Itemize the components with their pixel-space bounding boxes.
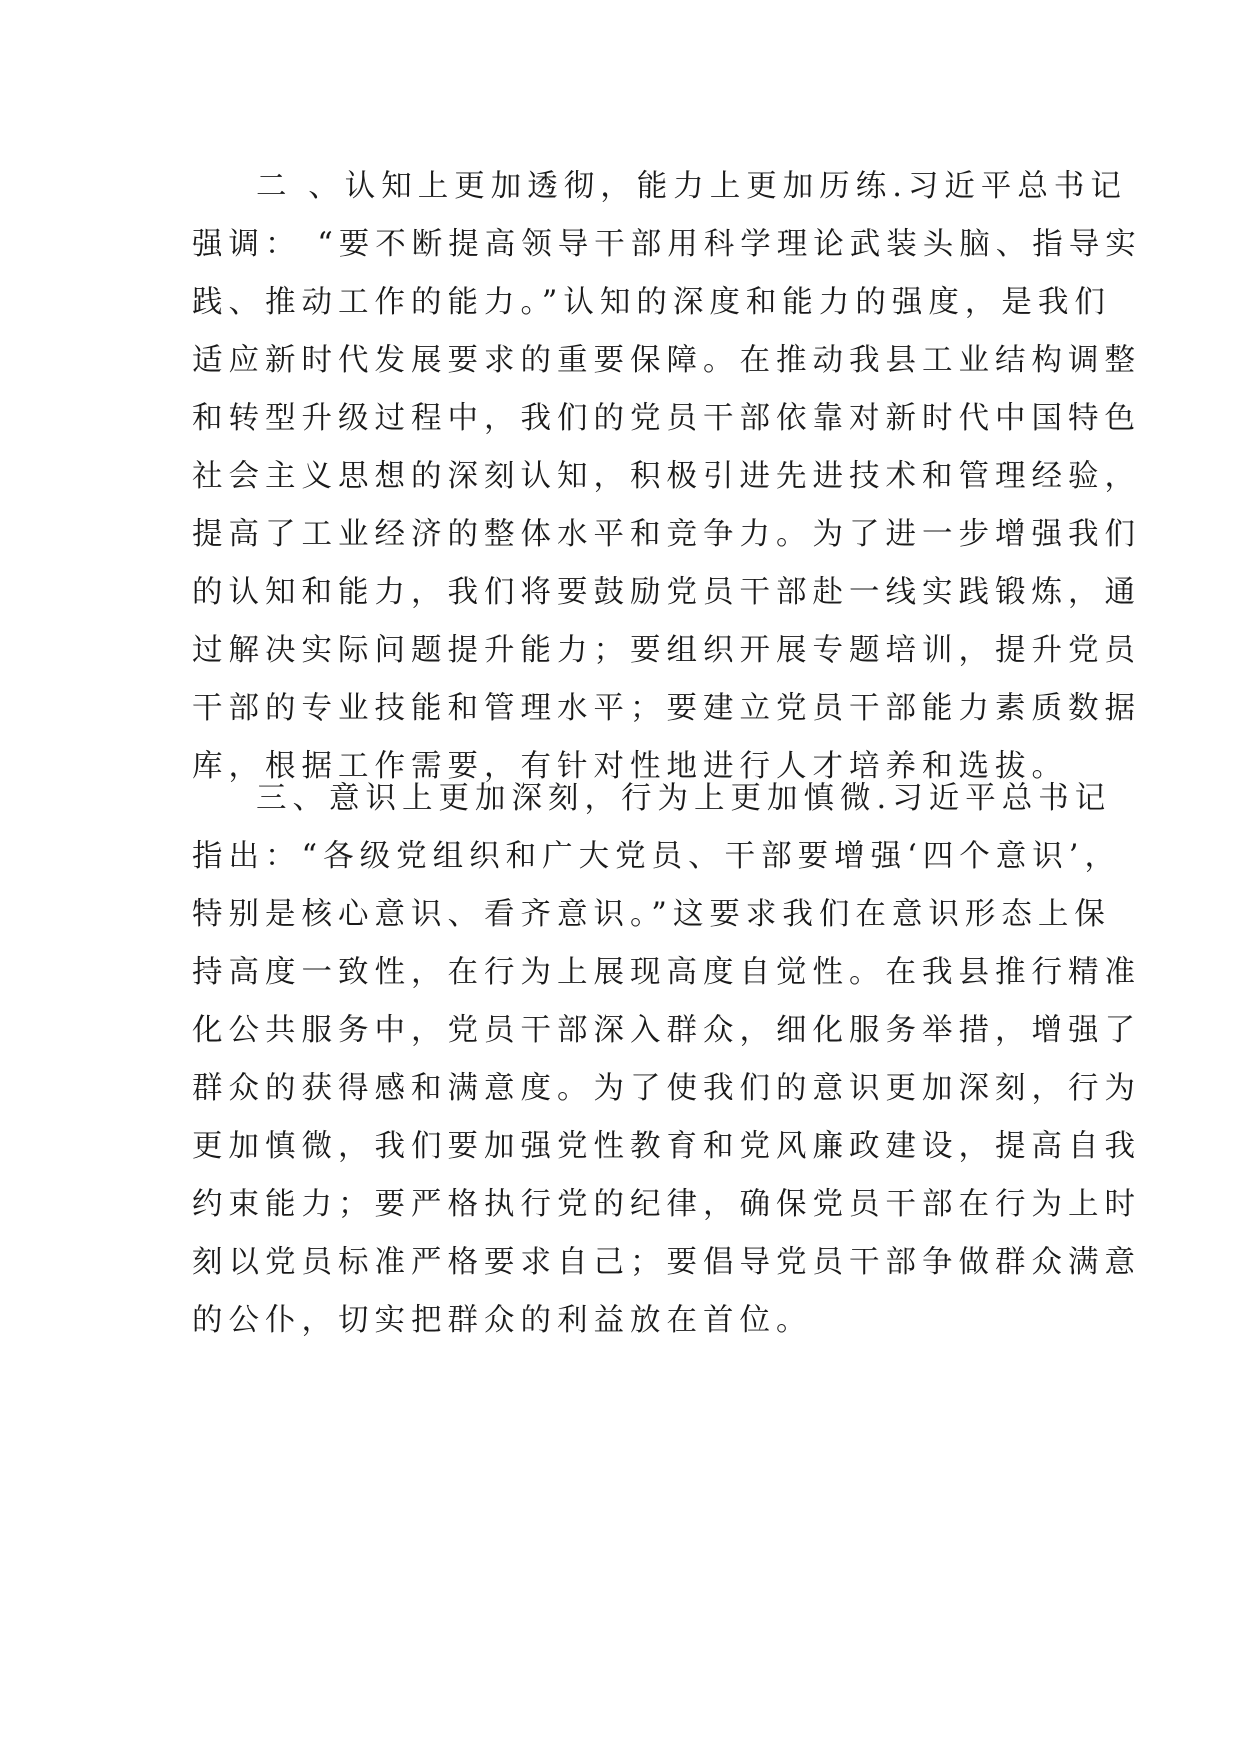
text-line: 的公仆，切实把群众的利益放在首位。: [192, 1303, 813, 1338]
paragraph-section-three: [192, 770, 1141, 1350]
text-line: 践、推动工作的能力。”认知的深度和能力的强度，是我们: [192, 285, 1111, 320]
text-line: 特别是核心意识、看齐意识。”这要求我们在意识形态上保: [192, 897, 1111, 932]
text-line: 三、意识上更加深刻，行为上更加慎微.习近平总书记: [256, 781, 1112, 816]
paragraph-section-two: [192, 158, 1142, 796]
text-line: 的认知和能力，我们将要鼓励党员干部赴一线实践锻炼，通: [192, 575, 1141, 610]
text-line: 库，根据工作需要，有针对性地进行人才培养和选拔。: [192, 749, 1068, 784]
text-line: 社会主义思想的深刻认知，积极引进先进技术和管理经验，: [192, 459, 1141, 494]
text-line: 和转型升级过程中，我们的党员干部依靠对新时代中国特色: [192, 401, 1141, 436]
text-line: 适应新时代发展要求的重要保障。在推动我县工业结构调整: [192, 343, 1141, 378]
text-line: 群众的获得感和满意度。为了使我们的意识更加深刻，行为: [192, 1071, 1141, 1106]
text-line: 化公共服务中，党员干部深入群众，细化服务举措，增强了: [192, 1013, 1141, 1048]
text-line: 过解决实际问题提升能力；要组织开展专题培训，提升党员: [192, 633, 1141, 668]
text-line: 指出：“各级党组织和广大党员、干部要增强‘四个意识’，: [192, 839, 1121, 874]
text-line: 约束能力；要严格执行党的纪律，确保党员干部在行为上时: [192, 1187, 1141, 1222]
text-line: 干部的专业技能和管理水平；要建立党员干部能力素质数据: [192, 691, 1141, 726]
text-line: 强调： “要不断提高领导干部用科学理论武装头脑、指导实: [192, 227, 1142, 262]
text-line: 刻以党员标准严格要求自己；要倡导党员干部争做群众满意: [192, 1245, 1141, 1280]
text-line: 提高了工业经济的整体水平和竞争力。为了进一步增强我们: [192, 517, 1141, 552]
text-line: 持高度一致性，在行为上展现高度自觉性。在我县推行精准: [192, 955, 1141, 990]
text-line: 二 、认知上更加透彻，能力上更加历练.习近平总书记: [256, 169, 1127, 204]
text-line: 更加慎微，我们要加强党性教育和党风廉政建设，提高自我: [192, 1129, 1141, 1164]
